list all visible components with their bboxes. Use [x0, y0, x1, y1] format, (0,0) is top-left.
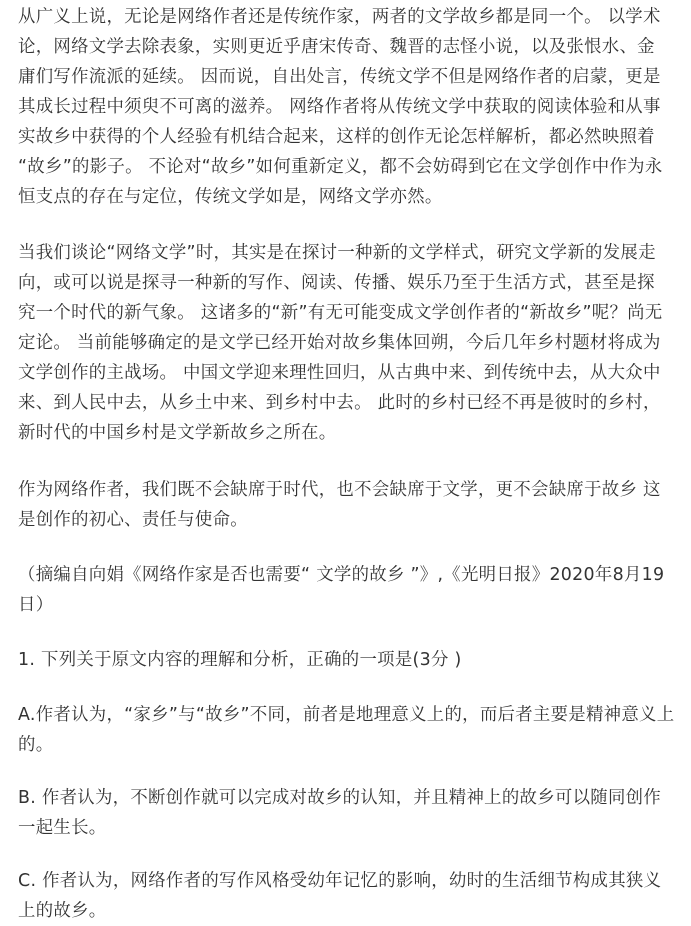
text-line: A.作者认为，“家乡”与“故乡”不同，前者是地理意义上的，而后者主要是精神意义上: [18, 705, 675, 725]
text-line: 日）: [18, 595, 54, 615]
text-line: 1. 下列关于原文内容的理解和分析，正确的一项是(3分 ): [18, 650, 462, 670]
text-line: 论，网络文学去除表象，实则更近乎唐宋传奇、魏晋的志怪小说，以及张恨水、金: [18, 37, 655, 57]
text-line: 当我们谈论“网络文学”时，其实是在探讨一种新的文学样式，研究文学新的发展走: [18, 243, 656, 263]
text-line: 是创作的初心、责任与使命。: [18, 510, 248, 530]
text-line: 来、到人民中去，从乡土中来、到乡村中去。 此时的乡村已经不再是彼时的乡村，: [18, 393, 661, 413]
text-line: 文学创作的主战场。 中国文学迎来理性回归，从古典中来、到传统中去，从大众中: [18, 363, 661, 383]
article-source-citation: [18, 560, 678, 620]
text-line: 其成长过程中须臾不可离的滋养。 网络作者将从传统文学中获取的阅读体验和从事: [18, 97, 661, 117]
question-option-a: [18, 700, 678, 760]
text-line: 一起生长。: [18, 818, 107, 838]
text-line: “故乡”的影子。 不论对“故乡”如何重新定义，都不会妨碍到它在文学创作中作为永: [18, 157, 663, 177]
text-line: 实故乡中获得的个人经验有机结合起来，这样的创作无论怎样解析，都必然映照着: [18, 127, 655, 147]
text-line: 上的故乡。: [18, 901, 107, 921]
text-line: 庸们写作流派的延续。 因而说，自出处言，传统文学不但是网络作者的启蒙，更是: [18, 67, 661, 87]
text-line: 作为网络作者，我们既不会缺席于时代，也不会缺席于文学，更不会缺席于故乡 这: [18, 480, 661, 500]
article-paragraph-2: [18, 238, 678, 448]
text-line: 向，或可以说是探寻一种新的写作、阅读、传播、娱乐乃至于生活方式，甚至是探: [18, 273, 655, 293]
text-line: （摘编自向娟《网络作家是否也需要“ 文学的故乡 ”》,《光明日报》2020年8月19: [18, 565, 665, 585]
question-option-b: [18, 783, 678, 843]
question-stem: [18, 645, 678, 675]
text-line: 的。: [18, 735, 54, 755]
text-line: B. 作者认为，不断创作就可以完成对故乡的认知，并且精神上的故乡可以随同创作: [18, 788, 662, 808]
text-line: 恒支点的存在与定位，传统文学如是，网络文学亦然。: [18, 187, 443, 207]
text-line: C. 作者认为，网络作者的写作风格受幼年记忆的影响，幼时的生活细节构成其狭义: [18, 871, 662, 891]
question-option-c: [18, 866, 678, 926]
text-line: 究一个时代的新气象。 这诸多的“新”有无可能变成文学创作者的“新故乡”呢？尚无: [18, 303, 663, 323]
text-line: 从广义上说，无论是网络作者还是传统作家，两者的文学故乡都是同一个。 以学术: [18, 7, 661, 27]
article-paragraph-1: [18, 2, 678, 212]
text-line: 新时代的中国乡村是文学新故乡之所在。: [18, 423, 337, 443]
text-line: 定论。 当前能够确定的是文学已经开始对故乡集体回朔，今后几年乡村题材将成为: [18, 333, 661, 353]
article-paragraph-3: [18, 475, 678, 535]
